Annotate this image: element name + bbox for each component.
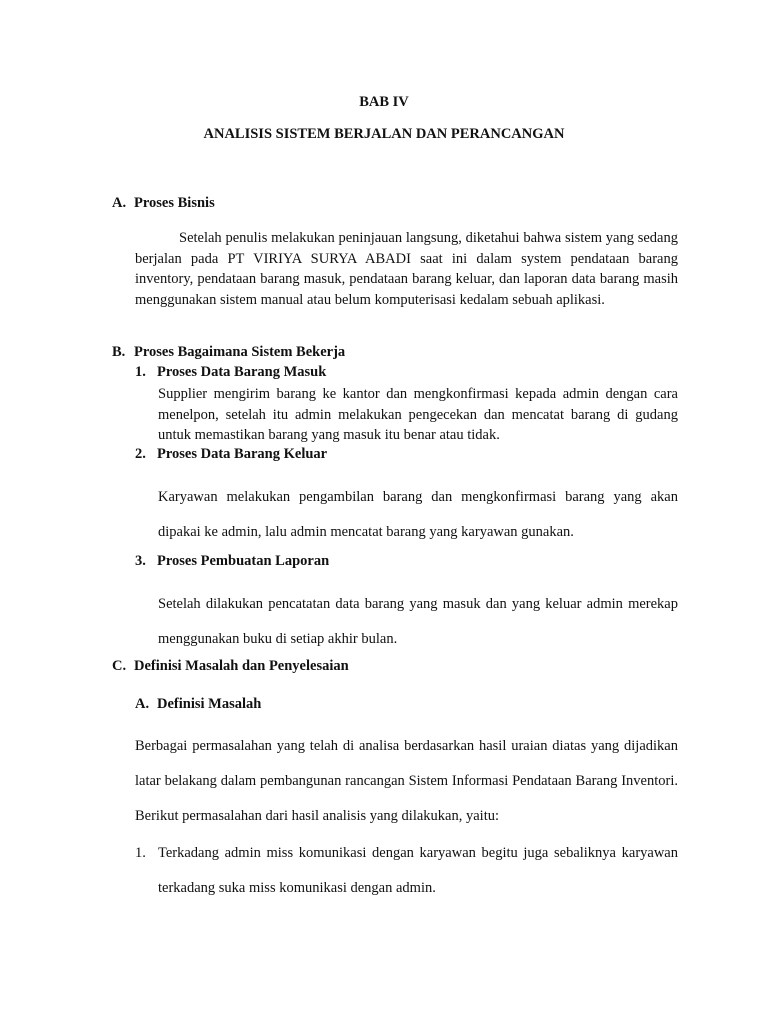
subsection-b3-number: 3. xyxy=(135,553,146,569)
chapter-label: BAB IV xyxy=(359,94,409,110)
section-c-title: Definisi Masalah dan Penyelesaian xyxy=(134,658,349,674)
subsection-c-a-paragraph: Berbagai permasalahan yang telah di analisa berdasarkan hasil uraian diatas yang dijadikan latar belakang dalam pembangunan rancangan Sistem Informasi Pendataan Barang Inventori. Berikut permasalahan dari hasil analisis yang dilakukan, yaitu: xyxy=(135,738,678,824)
subsection-b1-heading xyxy=(135,364,326,381)
section-a-number: A. xyxy=(112,195,127,211)
subsection-c-a-heading xyxy=(135,696,261,713)
subsection-c-a-number: A. xyxy=(135,696,150,712)
subsection-b2-title: Proses Data Barang Keluar xyxy=(157,446,328,462)
section-b-title: Proses Bagaimana Sistem Bekerja xyxy=(134,344,346,360)
subsection-b3-heading xyxy=(135,553,329,570)
chapter-title: ANALISIS SISTEM BERJALAN DAN PERANCANGAN xyxy=(203,126,565,142)
subsection-b1-title: Proses Data Barang Masuk xyxy=(157,364,327,380)
section-a-title: Proses Bisnis xyxy=(134,195,215,211)
problem-list-text: Terkadang admin miss komunikasi dengan karyawan begitu juga sebaliknya karyawan terkadang suka miss komunikasi dengan admin. xyxy=(158,845,678,896)
section-b-number: B. xyxy=(112,344,126,360)
section-c-heading xyxy=(112,658,349,675)
subsection-b3-paragraph: Setelah dilakukan pencatatan data barang yang masuk dan yang keluar admin merekap menggunakan buku di setiap akhir bulan. xyxy=(158,596,678,647)
subsection-b3-title: Proses Pembuatan Laporan xyxy=(157,553,330,569)
section-c-number: C. xyxy=(112,658,127,674)
subsection-b1-paragraph: Supplier mengirim barang ke kantor dan mengkonfirmasi kepada admin dengan cara menelpon, setelah itu admin melakukan pengecekan dan mencatat barang di gudang untuk memastikan barang yang masuk itu benar atau tidak. xyxy=(158,386,678,443)
subsection-c-a-title: Definisi Masalah xyxy=(157,696,262,712)
section-a-heading xyxy=(112,195,215,212)
subsection-b2-number: 2. xyxy=(135,446,146,462)
problem-list-number: 1. xyxy=(135,845,146,861)
subsection-b1-number: 1. xyxy=(135,364,146,380)
subsection-b2-paragraph: Karyawan melakukan pengambilan barang dan mengkonfirmasi barang yang akan dipakai ke admin, lalu admin mencatat barang yang karyawan gunakan. xyxy=(158,489,678,540)
problem-list-item-1 xyxy=(135,836,678,906)
section-b-heading xyxy=(112,344,345,361)
section-a-paragraph: Setelah penulis melakukan peninjauan langsung, diketahui bahwa sistem yang sedang berjalan pada PT VIRIYA SURYA ABADI saat ini dalam system pendataan barang inventory, pendataan barang masuk, pendataan barang keluar, dan laporan data barang masih menggunakan sistem manual atau belum komputerisasi kedalam sebuah aplikasi. xyxy=(135,230,678,308)
subsection-b2-heading xyxy=(135,446,327,463)
